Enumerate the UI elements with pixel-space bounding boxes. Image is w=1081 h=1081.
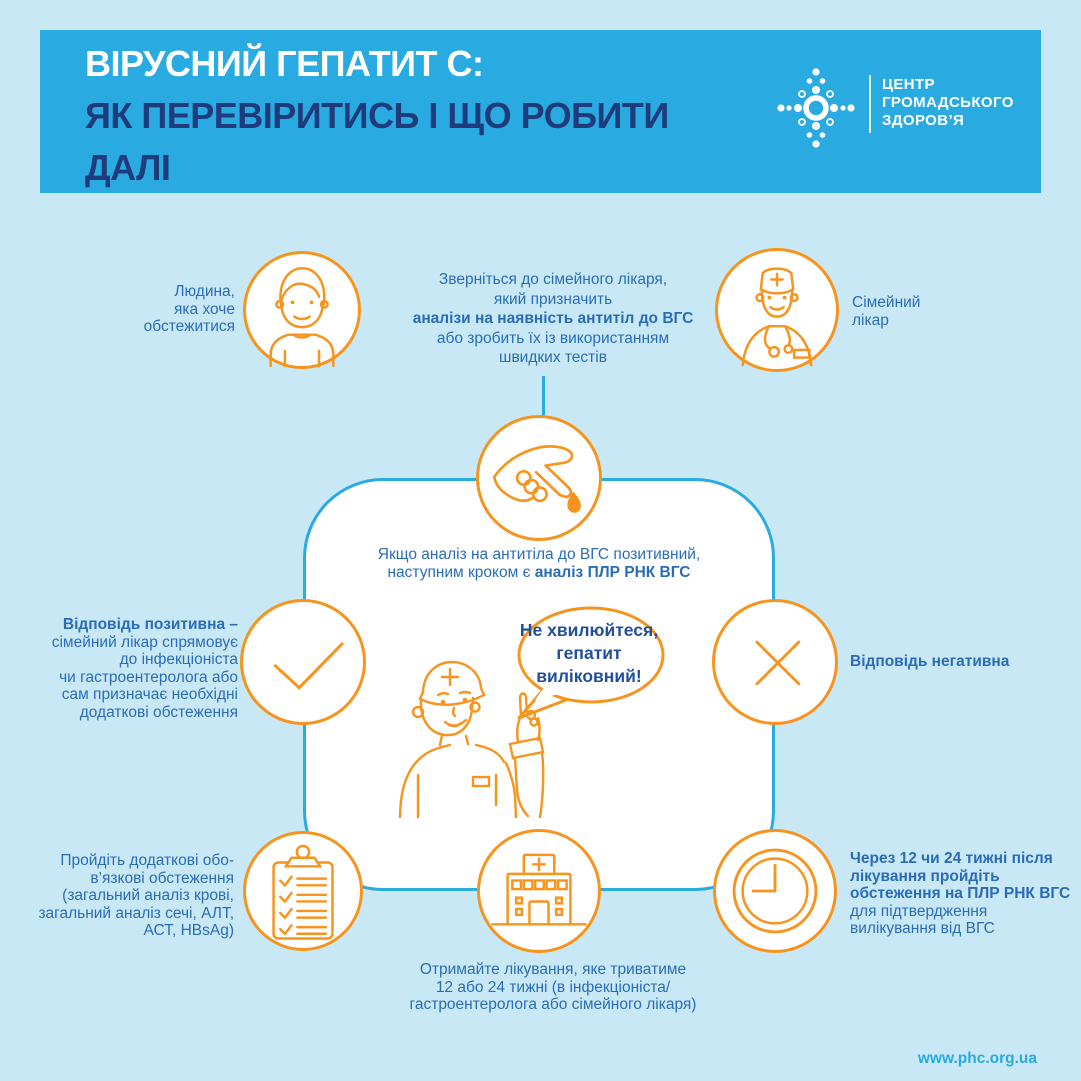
- positive-result-text: Відповідь позитивна – сімейний лікар спрямовує до інфекціоніста чи гастроентеролога або сам призначає необхідні додаткові обстеження: [51, 616, 238, 721]
- website-link[interactable]: www.phc.org.ua: [917, 1050, 1037, 1067]
- followup-text: Через 12 чи 24 тижні після лікування пройдіть обстеження на ПЛР РНК ВГС для підтвердження вилікування від ВГС: [850, 850, 1071, 937]
- treatment-circle: [477, 829, 601, 953]
- family-doctor-circle: [715, 248, 839, 372]
- followup-circle: [713, 829, 837, 953]
- tests-circle: [243, 831, 363, 951]
- title-line-3: ДАЛІ: [85, 147, 171, 188]
- negative-circle: [712, 599, 838, 725]
- hospital-icon: [480, 829, 598, 953]
- additional-tests-text: Пройдіть додаткові обо- в’язкові обстеження (загальний аналіз крові, загальний аналіз сечі, АЛТ, АСТ, HBsAg): [38, 852, 234, 939]
- flow-connector: [542, 376, 545, 420]
- family-doctor-label: Сімейний лікар: [852, 294, 921, 329]
- referral-text: Зверніться до сімейного лікаря, який призначить аналізи на наявність антитіл до ВГС або зробить їх із використанням швидких тестів: [412, 271, 694, 366]
- logo-wordmark: ЦЕНТР ГРОМАДСЬКОГО ЗДОРОВ’Я: [882, 76, 1014, 129]
- bubble-text: Не хвилюйтеся, гепатит виліковний!: [519, 620, 659, 686]
- title-line-2: ЯК ПЕРЕВІРИТИСЬ І ЩО РОБИТИ: [85, 95, 669, 136]
- pcr-text: Якщо аналіз на антитіла до ВГС позитивний, наступним кроком є аналіз ПЛР РНК ВГС: [377, 546, 701, 581]
- clock-icon: [716, 829, 834, 953]
- doctor-icon: [718, 248, 836, 372]
- x-icon: [715, 599, 835, 725]
- negative-result-text: Відповідь негативна: [850, 653, 1010, 670]
- logo-divider: [869, 75, 871, 133]
- check-icon: [243, 599, 363, 725]
- person-icon: [246, 251, 358, 369]
- phc-logo-icon: [772, 64, 860, 152]
- blood-test-circle: [476, 415, 602, 541]
- treatment-text: Отримайте лікування, яке триватиме 12 або 24 тижні (в інфекціоніста/ гастроентеролога або сімейного лікаря): [409, 961, 697, 1013]
- clipboard-icon: [246, 831, 360, 951]
- patient-circle: [243, 251, 361, 369]
- positive-circle: [240, 599, 366, 725]
- page-title: [85, 38, 669, 194]
- title-line-1: ВІРУСНИЙ ГЕПАТИТ С:: [85, 43, 484, 84]
- header-band: [40, 30, 1041, 193]
- finger-prick-icon: [479, 415, 599, 541]
- patient-label: Людина, яка хоче обстежитися: [143, 283, 235, 335]
